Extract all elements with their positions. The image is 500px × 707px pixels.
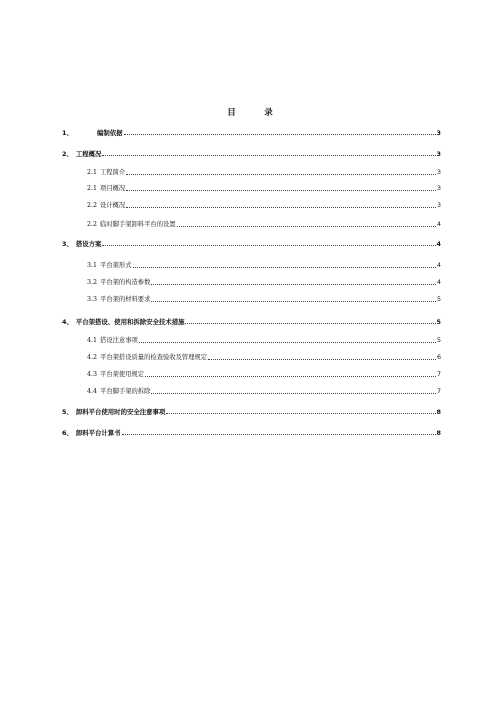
toc-page-number: 3 (436, 202, 441, 209)
toc-entry-text: 卸料平台计算书 (75, 429, 121, 437)
toc-dot-leader (151, 392, 436, 394)
toc-entry-number: 5、 (62, 408, 73, 416)
toc-page-number: 3 (436, 169, 441, 176)
toc-entry-number: 3.2 (87, 279, 98, 286)
toc-entry-text: 平台脚手架的拆除 (100, 388, 151, 395)
toc-entry-text: 工程简介 (100, 169, 126, 176)
toc-page-number: 7 (436, 371, 441, 378)
toc-entry[interactable] (62, 238, 441, 248)
toc-page-number: 3 (436, 129, 441, 137)
toc-entry[interactable] (87, 219, 441, 229)
toc-dot-leader (126, 206, 436, 208)
toc-entry[interactable] (87, 260, 441, 270)
toc-page-number: 8 (436, 429, 441, 437)
toc-entry-text: 平台架形式 (100, 262, 132, 269)
toc-page-number: 3 (436, 185, 441, 192)
toc-entry-number: 2.1 (87, 185, 98, 192)
toc-entry[interactable] (87, 200, 441, 210)
toc-entry-text: 工程概况 (75, 150, 102, 158)
toc-entry-number: 4.4 (87, 388, 98, 395)
toc-entry-text: 平台架的构造参数 (100, 279, 151, 286)
toc-dot-leader (208, 358, 436, 360)
toc-entry-text: 设计概况 (100, 202, 126, 209)
toc-entry-number: 4.1 (87, 337, 98, 344)
toc-dot-leader (145, 375, 436, 377)
toc-page-number: 4 (436, 221, 441, 228)
toc-entry[interactable] (62, 316, 441, 326)
toc-entry-number: 2.2 (87, 221, 98, 228)
toc-page-number: 6 (436, 354, 441, 361)
toc-entry-text: 平台架搭设质量的检查验收及管理规定 (100, 354, 208, 361)
toc-entry-number: 4、 (62, 318, 73, 326)
toc-dot-leader (124, 133, 436, 135)
toc-entry-text: 平台架使用规定 (100, 371, 145, 378)
toc-entry-number: 4.3 (87, 371, 98, 378)
toc-dot-leader (185, 322, 435, 324)
toc-entry[interactable] (62, 427, 441, 437)
toc-entry[interactable] (62, 148, 441, 158)
toc-entry-text: 搭设注意事项 (100, 337, 138, 344)
toc-entry-text: 临时脚手架卸料平台的设置 (100, 221, 176, 228)
toc-entry[interactable] (87, 183, 441, 193)
toc-dot-leader (166, 412, 435, 414)
toc-entry[interactable] (62, 127, 441, 137)
toc-entry-text: 项目概况 (100, 185, 126, 192)
toc-entry[interactable] (87, 277, 441, 287)
toc-entry-number: 1、 (62, 129, 73, 137)
toc-dot-leader (151, 300, 436, 302)
toc-page-number: 5 (436, 337, 441, 344)
toc-page-number: 4 (436, 262, 441, 269)
toc-dot-leader (139, 341, 436, 343)
toc-dot-leader (177, 225, 436, 227)
toc-entry[interactable] (87, 386, 441, 396)
toc-title: 目 录 (227, 108, 283, 118)
toc-entry[interactable] (87, 335, 441, 345)
toc-entry-text: 卸料平台使用时的安全注意事项 (75, 408, 166, 416)
toc-entry[interactable] (87, 167, 441, 177)
toc-page-number: 4 (436, 240, 441, 248)
toc-dot-leader (126, 173, 436, 175)
toc-entry-text: 平台架搭设、使用和拆除安全技术措施 (75, 318, 185, 326)
toc-entry-number: 3.3 (87, 296, 98, 303)
toc-entry-text: 平台架的材料要求 (100, 296, 151, 303)
toc-page-number: 5 (436, 318, 441, 326)
toc-entry-number: 2、 (62, 150, 73, 158)
toc-dot-leader (102, 154, 435, 156)
toc-entry-text: 搭设方案 (75, 240, 102, 248)
toc-entry-number: 3.1 (87, 262, 98, 269)
toc-page-number: 4 (436, 279, 441, 286)
toc-entry-number: 4.2 (87, 354, 98, 361)
toc-entry[interactable] (87, 352, 441, 362)
toc-entry-text: 编制依据 (97, 129, 123, 137)
toc-entry-number: 3、 (62, 240, 73, 248)
toc-dot-leader (102, 244, 435, 246)
toc-entry-number: 6、 (62, 429, 73, 437)
toc-page-number: 3 (436, 150, 441, 158)
toc-page-number: 5 (436, 296, 441, 303)
toc-dot-leader (151, 283, 436, 285)
toc-page-number: 8 (436, 408, 441, 416)
toc-entry-number: 2.2 (87, 202, 98, 209)
toc-dot-leader (126, 189, 436, 191)
toc-page-number: 7 (436, 388, 441, 395)
toc-entry-number: 2.1 (87, 169, 98, 176)
toc-entry[interactable] (87, 294, 441, 304)
toc-dot-leader (122, 433, 436, 435)
toc-entry[interactable] (62, 406, 441, 416)
toc-dot-leader (133, 266, 436, 268)
toc-entry[interactable] (87, 369, 441, 379)
